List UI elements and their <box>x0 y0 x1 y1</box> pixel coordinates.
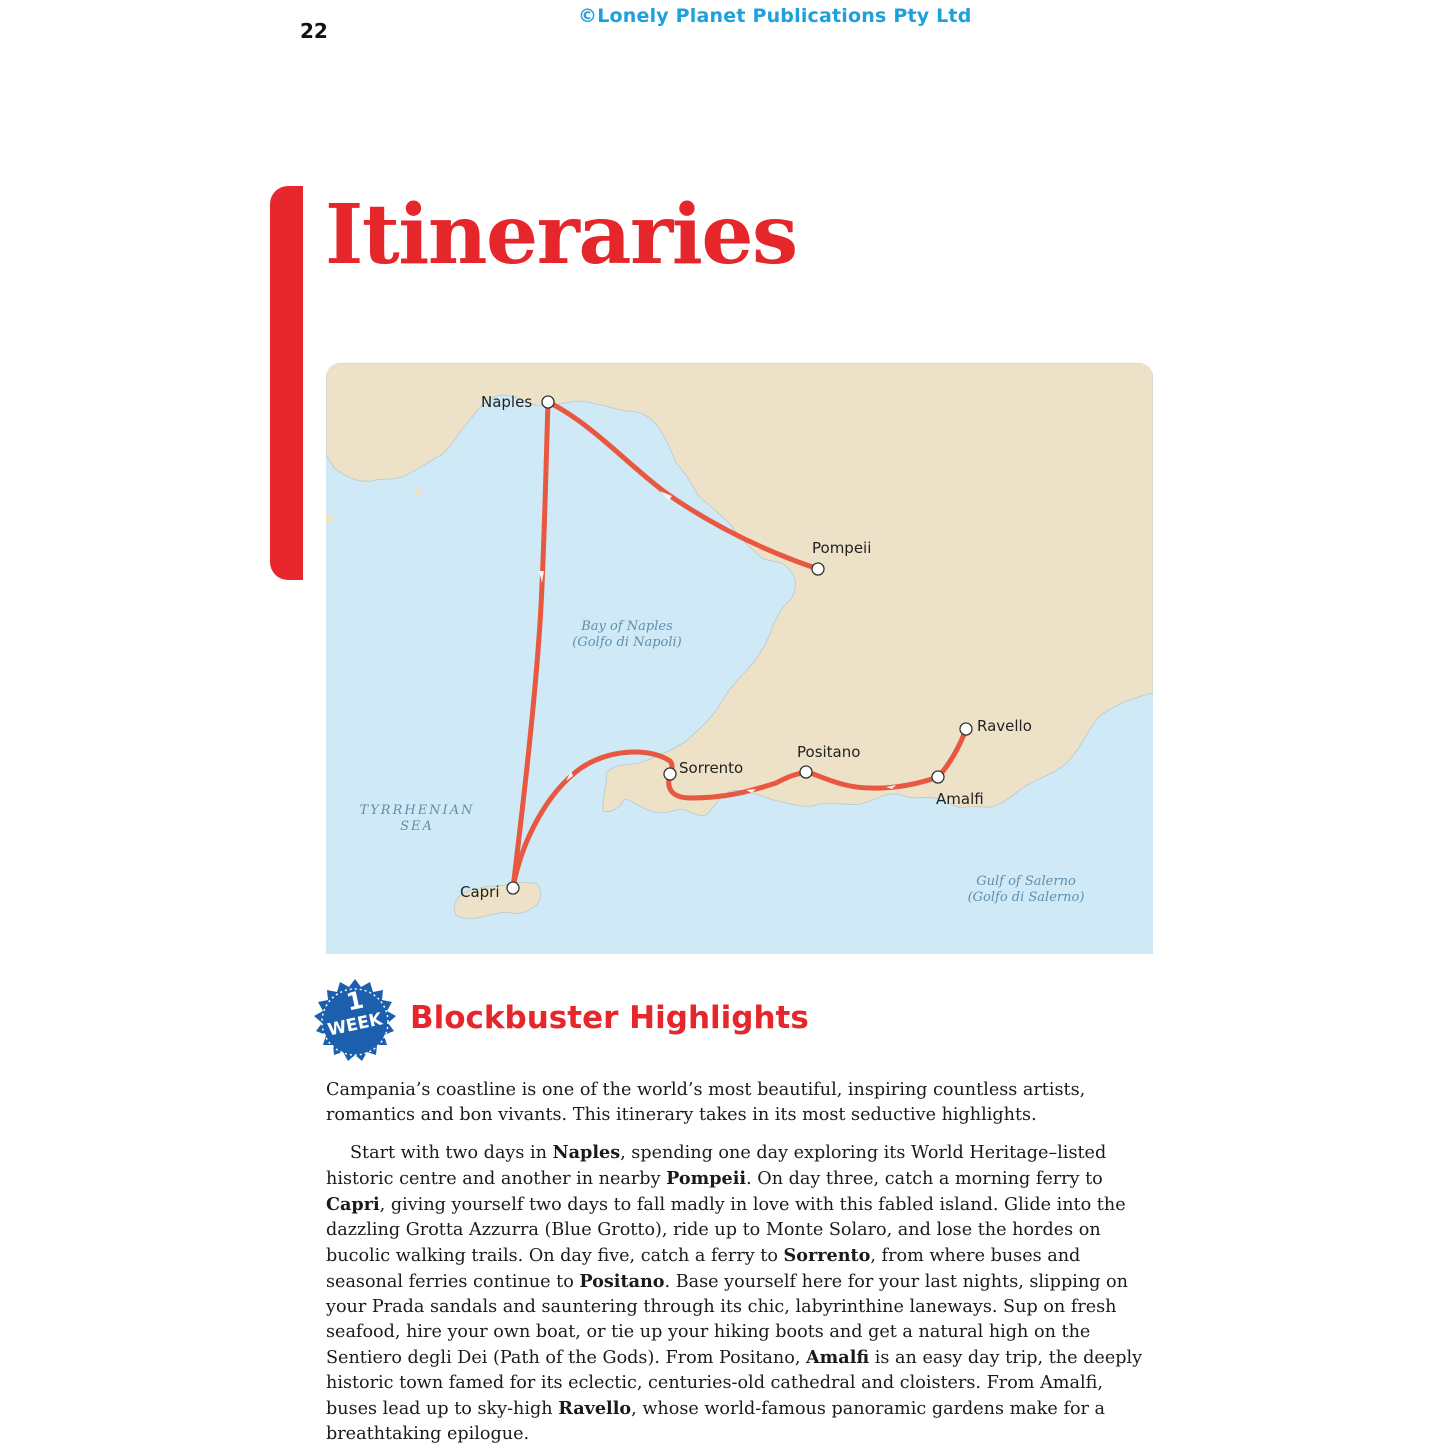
label-positano: Positano <box>797 743 861 761</box>
label-capri: Capri <box>460 883 500 901</box>
place-naples: Naples <box>552 1142 621 1163</box>
gulf-of-salerno-label: Gulf of Salerno <box>976 874 1076 889</box>
place-pompeii: Pompeii <box>666 1168 747 1189</box>
place-ravello: Ravello <box>558 1398 632 1419</box>
itinerary-map <box>326 363 1153 954</box>
place-amalfi: Amalfi <box>806 1347 870 1368</box>
detail-paragraph: Start with two days in Naples, spending one day exploring its World Heritage–listed historic centre and another in nearby Pompeii. On day three, catch a morning ferry to Capri, giving yourself two days to fall madly in love with this fabled island. Glide into the dazzling Grotta Azzurra (Blue Grotto), ride up to Monte Solaro, and lose the hordes on bucolic walking trails. On day five, catch a ferry to Sorrento, from where buses and seasonal ferries continue to Positano. Base yourself here for your last nights, slipping on your Prada sandals and sauntering through its chic, labyrinthine laneways. Sup on fresh seafood, hire your own boat, or tie up your hiking boots and get a natural high on the Sentiero degli Dei (Path of the Gods). From Positano, Amalfi is an easy day trip, the deeply historic town famed for its eclectic, centuries-old cathedral and cloisters. From Amalfi, buses lead up to sky-high Ravello, whose world-famous panoramic gardens make for a breathtaking epilogue. <box>326 1142 1143 1444</box>
intro-paragraph: Campania’s coastline is one of the world’s most beautiful, inspiring countless artists, romantics and bon vivants. This itinerary takes in its most seductive highlights. <box>326 1080 1086 1125</box>
duration-badge <box>310 977 400 1067</box>
marker-pompeii <box>812 563 824 575</box>
bay-of-naples-label: Bay of Naples <box>581 619 673 634</box>
label-naples: Naples <box>481 393 533 411</box>
marker-sorrento <box>664 768 676 780</box>
label-ravello: Ravello <box>977 717 1032 735</box>
place-sorrento: Sorrento <box>783 1245 871 1266</box>
place-capri: Capri <box>326 1194 380 1215</box>
marker-amalfi <box>932 771 944 783</box>
bay-of-naples-label-alt: (Golfo di Napoli) <box>572 635 682 650</box>
page-title: Itineraries <box>325 187 797 283</box>
marker-ravello <box>960 723 972 735</box>
label-pompeii: Pompeii <box>812 539 872 557</box>
marker-naples <box>542 396 554 408</box>
badge-unit: WEEK <box>325 1009 385 1041</box>
itinerary-heading: Blockbuster Highlights <box>410 1000 809 1036</box>
tyrrhenian-sea-label: TYRRHENIAN <box>359 803 475 818</box>
copyright-notice: ©Lonely Planet Publications Pty Ltd <box>578 5 972 27</box>
map-svg <box>326 363 1153 954</box>
label-amalfi: Amalfi <box>936 790 984 808</box>
label-sorrento: Sorrento <box>679 759 744 777</box>
badge-number: 1 <box>343 985 367 1017</box>
marker-positano <box>800 766 812 778</box>
marker-capri <box>507 882 519 894</box>
place-positano: Positano <box>579 1271 665 1292</box>
chapter-tab-marker <box>270 186 303 580</box>
page-number: 22 <box>300 19 328 43</box>
gulf-of-salerno-label-alt: (Golfo di Salerno) <box>967 890 1085 905</box>
tyrrhenian-sea-label-2: SEA <box>400 819 434 834</box>
